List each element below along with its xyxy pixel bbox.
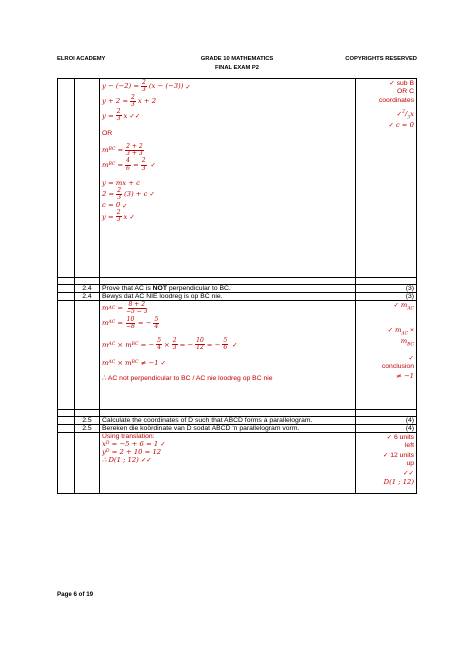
check-icon: ✓ xyxy=(393,301,399,309)
working-block-1: y − (−2) = $\frac{2}{3}$ (x − (−3)) ✓ y + 2 = $\frac{2}{3}$ x + 2 y = $\frac{2}{3}$ x ✓✓ OR m BC = $\frac{2 + 2}{3 + 3}$ m BC = $\frac{4}{6}$ = $\frac{2}{3}$ ✓ y = mx + c 2 = $\frac{2}{3}$ (3) + c ✓ c = 0 ✓ y = $\frac{2}{3}$ x ✓ xyxy=(100,79,356,278)
check-icon: ✓✓ xyxy=(129,111,141,120)
conclusion-text: ∴ AC not perpendicular to BC / AC nie loodreg op BC nie xyxy=(102,374,273,382)
question-text-en: Calculate the coordinates of D such that ABCD forms a parallelogram. xyxy=(100,417,356,425)
check-icon: ✓ xyxy=(122,201,128,210)
check-icon: ✓ xyxy=(160,358,166,367)
check-icon: ✓ xyxy=(387,325,394,334)
table-row xyxy=(58,285,417,293)
question-text-en: Prove that AC is NOT perpendicular to BC. xyxy=(100,285,356,293)
memo-table xyxy=(57,78,417,494)
working-block-3: Using translation: x D = −5 + 6 = 1 ✓ y D = 2 + 10 = 12 ∴ D(1 ; 12) ✓✓ xyxy=(100,433,356,494)
table-row xyxy=(58,79,417,278)
question-marks: (4) xyxy=(356,425,417,433)
header-exam: FINAL EXAM P2 xyxy=(214,65,260,71)
check-icon: ✓ xyxy=(408,353,414,362)
check-icon: ✓✓ xyxy=(403,468,414,477)
check-icon: ✓ xyxy=(150,160,156,169)
check-icon: ✓ xyxy=(149,190,155,199)
question-text-af: Bereken die koördinate van D sodat ABCD 'n parallelogram vorm. xyxy=(100,425,356,433)
page-number: Page 6 of 19 xyxy=(57,591,94,598)
question-number: 2.4 xyxy=(75,293,100,301)
table-row xyxy=(58,433,417,494)
check-icon: ✓ xyxy=(382,450,389,459)
header-school: ELROI ACADEMY xyxy=(57,56,106,62)
question-number: 2.4 xyxy=(75,285,100,293)
question-number: 2.5 xyxy=(75,425,100,433)
table-row xyxy=(58,410,417,417)
check-icon: ✓ xyxy=(388,120,394,129)
check-icon: ✓ xyxy=(389,79,395,87)
check-icon: ✓ xyxy=(160,440,166,449)
table-row xyxy=(58,417,417,425)
check-icon: ✓ xyxy=(129,212,135,221)
or-label: OR xyxy=(102,129,113,137)
header-subject: GRADE 10 MATHEMATICS xyxy=(200,56,274,62)
marks-block-1: ✓ sub B OR C coordinates $✓^2/_3x$ ✓ c = 0 xyxy=(356,79,417,278)
check-icon: ✓✓ xyxy=(140,455,152,464)
marks-block-3: ✓ 6 units left ✓ 12 units up ✓✓ D(1 ; 12) xyxy=(356,433,417,494)
table-row xyxy=(58,293,417,301)
working-block-2: m AC = $\frac{8 + 2}{-5 - 3}$ m AC = $\frac{10}{-8}$ = − $\frac{5}{4}$ m AC × m BC = − $\frac{5}{4}$ × $\frac{2}{3}$ = − $\frac{10}{12}$ = − $\frac{5}{6}$ ✓ m AC × m BC ≠ −1 ✓ ∴ AC not perpendicular to BC / AC nie loodreg op BC nie xyxy=(100,301,356,410)
table-row xyxy=(58,278,417,285)
check-icon: ✓ xyxy=(185,82,191,91)
check-icon: ✓ xyxy=(386,433,393,441)
check-icon: ✓ xyxy=(396,109,403,118)
check-icon: ✓ xyxy=(232,340,238,349)
question-marks: (3) xyxy=(356,285,417,293)
marks-block-2: ✓ $m_{AC}$ ✓ $m_{AC}$ × $m_{BC}$ ✓ conclusion ≠ −1 xyxy=(356,301,417,410)
header-rights: COPYRIGHTS RESERVED xyxy=(345,56,417,62)
table-row xyxy=(58,301,417,410)
question-text-af: Bewys dat AC NIE loodreg is op BC nie. xyxy=(100,293,356,301)
question-marks: (4) xyxy=(356,417,417,425)
question-number: 2.5 xyxy=(75,417,100,425)
question-marks: (3) xyxy=(356,293,417,301)
table-row xyxy=(58,425,417,433)
